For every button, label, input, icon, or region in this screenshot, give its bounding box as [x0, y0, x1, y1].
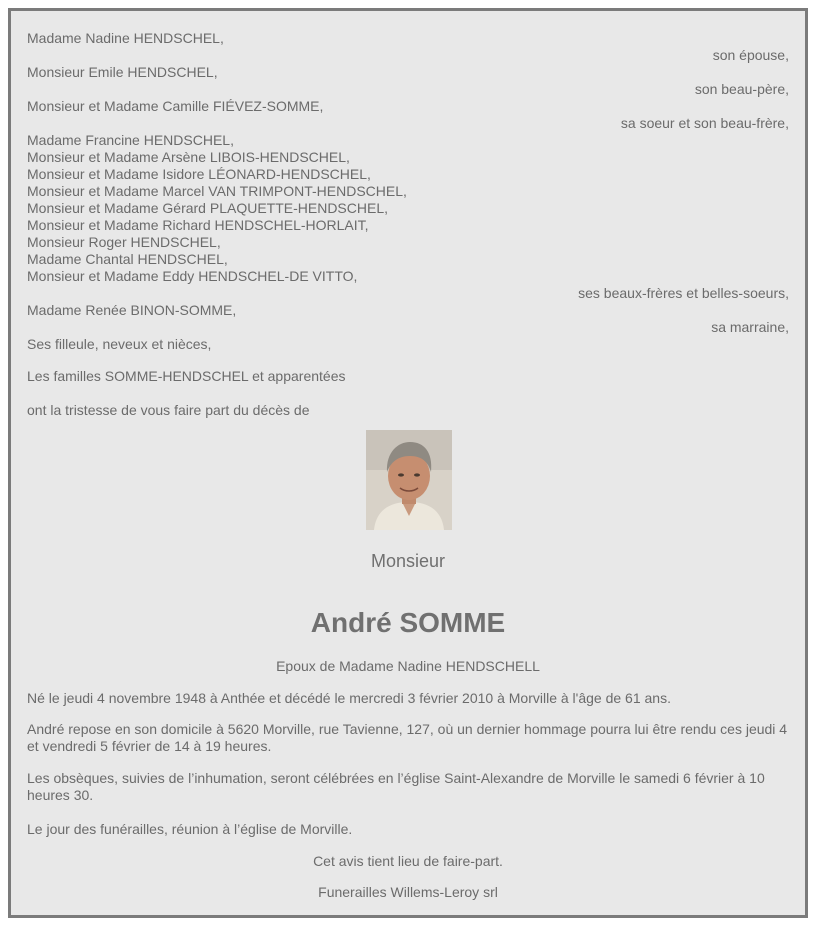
funeral-paragraph: Les obsèques, suivies de l’inhumation, seront célébrées en l’église Saint-Alexandre de Morville le samedi 6 février à 10 heures 30. [27, 770, 765, 803]
family-member-name: Monsieur Emile HENDSCHEL, [27, 64, 218, 80]
in-law-name: Monsieur et Madame Isidore LÉONARD-HENDSCHEL, [27, 166, 371, 182]
deceased-portrait [366, 430, 452, 530]
repose-paragraph: André repose en son domicile à 5620 Morville, rue Tavienne, 127, où un dernier hommage pourra lui être rendu ces jeudi 4 et vendredi 5 février de 14 à 19 heures. [27, 721, 788, 754]
in-law-name: Monsieur et Madame Arsène LIBOIS-HENDSCHEL, [27, 149, 350, 165]
godchildren-line: Ses filleule, neveux et nièces, [27, 336, 212, 352]
family-member-relation: son épouse, [712, 47, 789, 63]
in-law-name: Monsieur et Madame Richard HENDSCHEL-HORLAIT, [27, 217, 369, 233]
godmother-relation: sa marraine, [711, 319, 789, 335]
in-law-name: Monsieur et Madame Gérard PLAQUETTE-HENDSCHEL, [27, 200, 388, 216]
families-line: Les familles SOMME-HENDSCHEL et apparentées [27, 368, 346, 384]
portrait-image [366, 430, 452, 530]
family-member-relation: sa soeur et son beau-frère, [620, 115, 789, 131]
announcement-line: ont la tristesse de vous faire part du décès de [27, 402, 310, 418]
meeting-paragraph: Le jour des funérailles, réunion à l’église de Morville. [27, 821, 353, 837]
family-member-name: Madame Nadine HENDSCHEL, [27, 30, 224, 46]
spouse-line: Epoux de Madame Nadine HENDSCHELL [276, 658, 540, 674]
funeral-home-line: Funerailles Willems-Leroy srl [318, 884, 498, 900]
notice-line: Cet avis tient lieu de faire-part. [313, 853, 503, 869]
in-laws-relation: ses beaux-frères et belles-soeurs, [578, 285, 789, 301]
deceased-title: Monsieur [370, 551, 446, 571]
in-law-name: Monsieur et Madame Eddy HENDSCHEL-DE VITTO, [27, 268, 358, 284]
family-member-name: Monsieur et Madame Camille FIÉVEZ-SOMME, [27, 98, 324, 114]
godmother-name: Madame Renée BINON-SOMME, [27, 302, 237, 318]
in-law-name: Monsieur Roger HENDSCHEL, [27, 234, 221, 250]
obituary-card [8, 8, 808, 918]
in-law-name: Madame Francine HENDSCHEL, [27, 132, 234, 148]
family-member-relation: son beau-père, [694, 81, 789, 97]
in-law-name: Madame Chantal HENDSCHEL, [27, 251, 228, 267]
deceased-name: André SOMME [310, 607, 506, 638]
in-law-name: Monsieur et Madame Marcel VAN TRIMPONT-HENDSCHEL, [27, 183, 407, 199]
birth-death-paragraph: Né le jeudi 4 novembre 1948 à Anthée et décédé le mercredi 3 février 2010 à Morville à l'âge de 61 ans. [27, 690, 671, 706]
